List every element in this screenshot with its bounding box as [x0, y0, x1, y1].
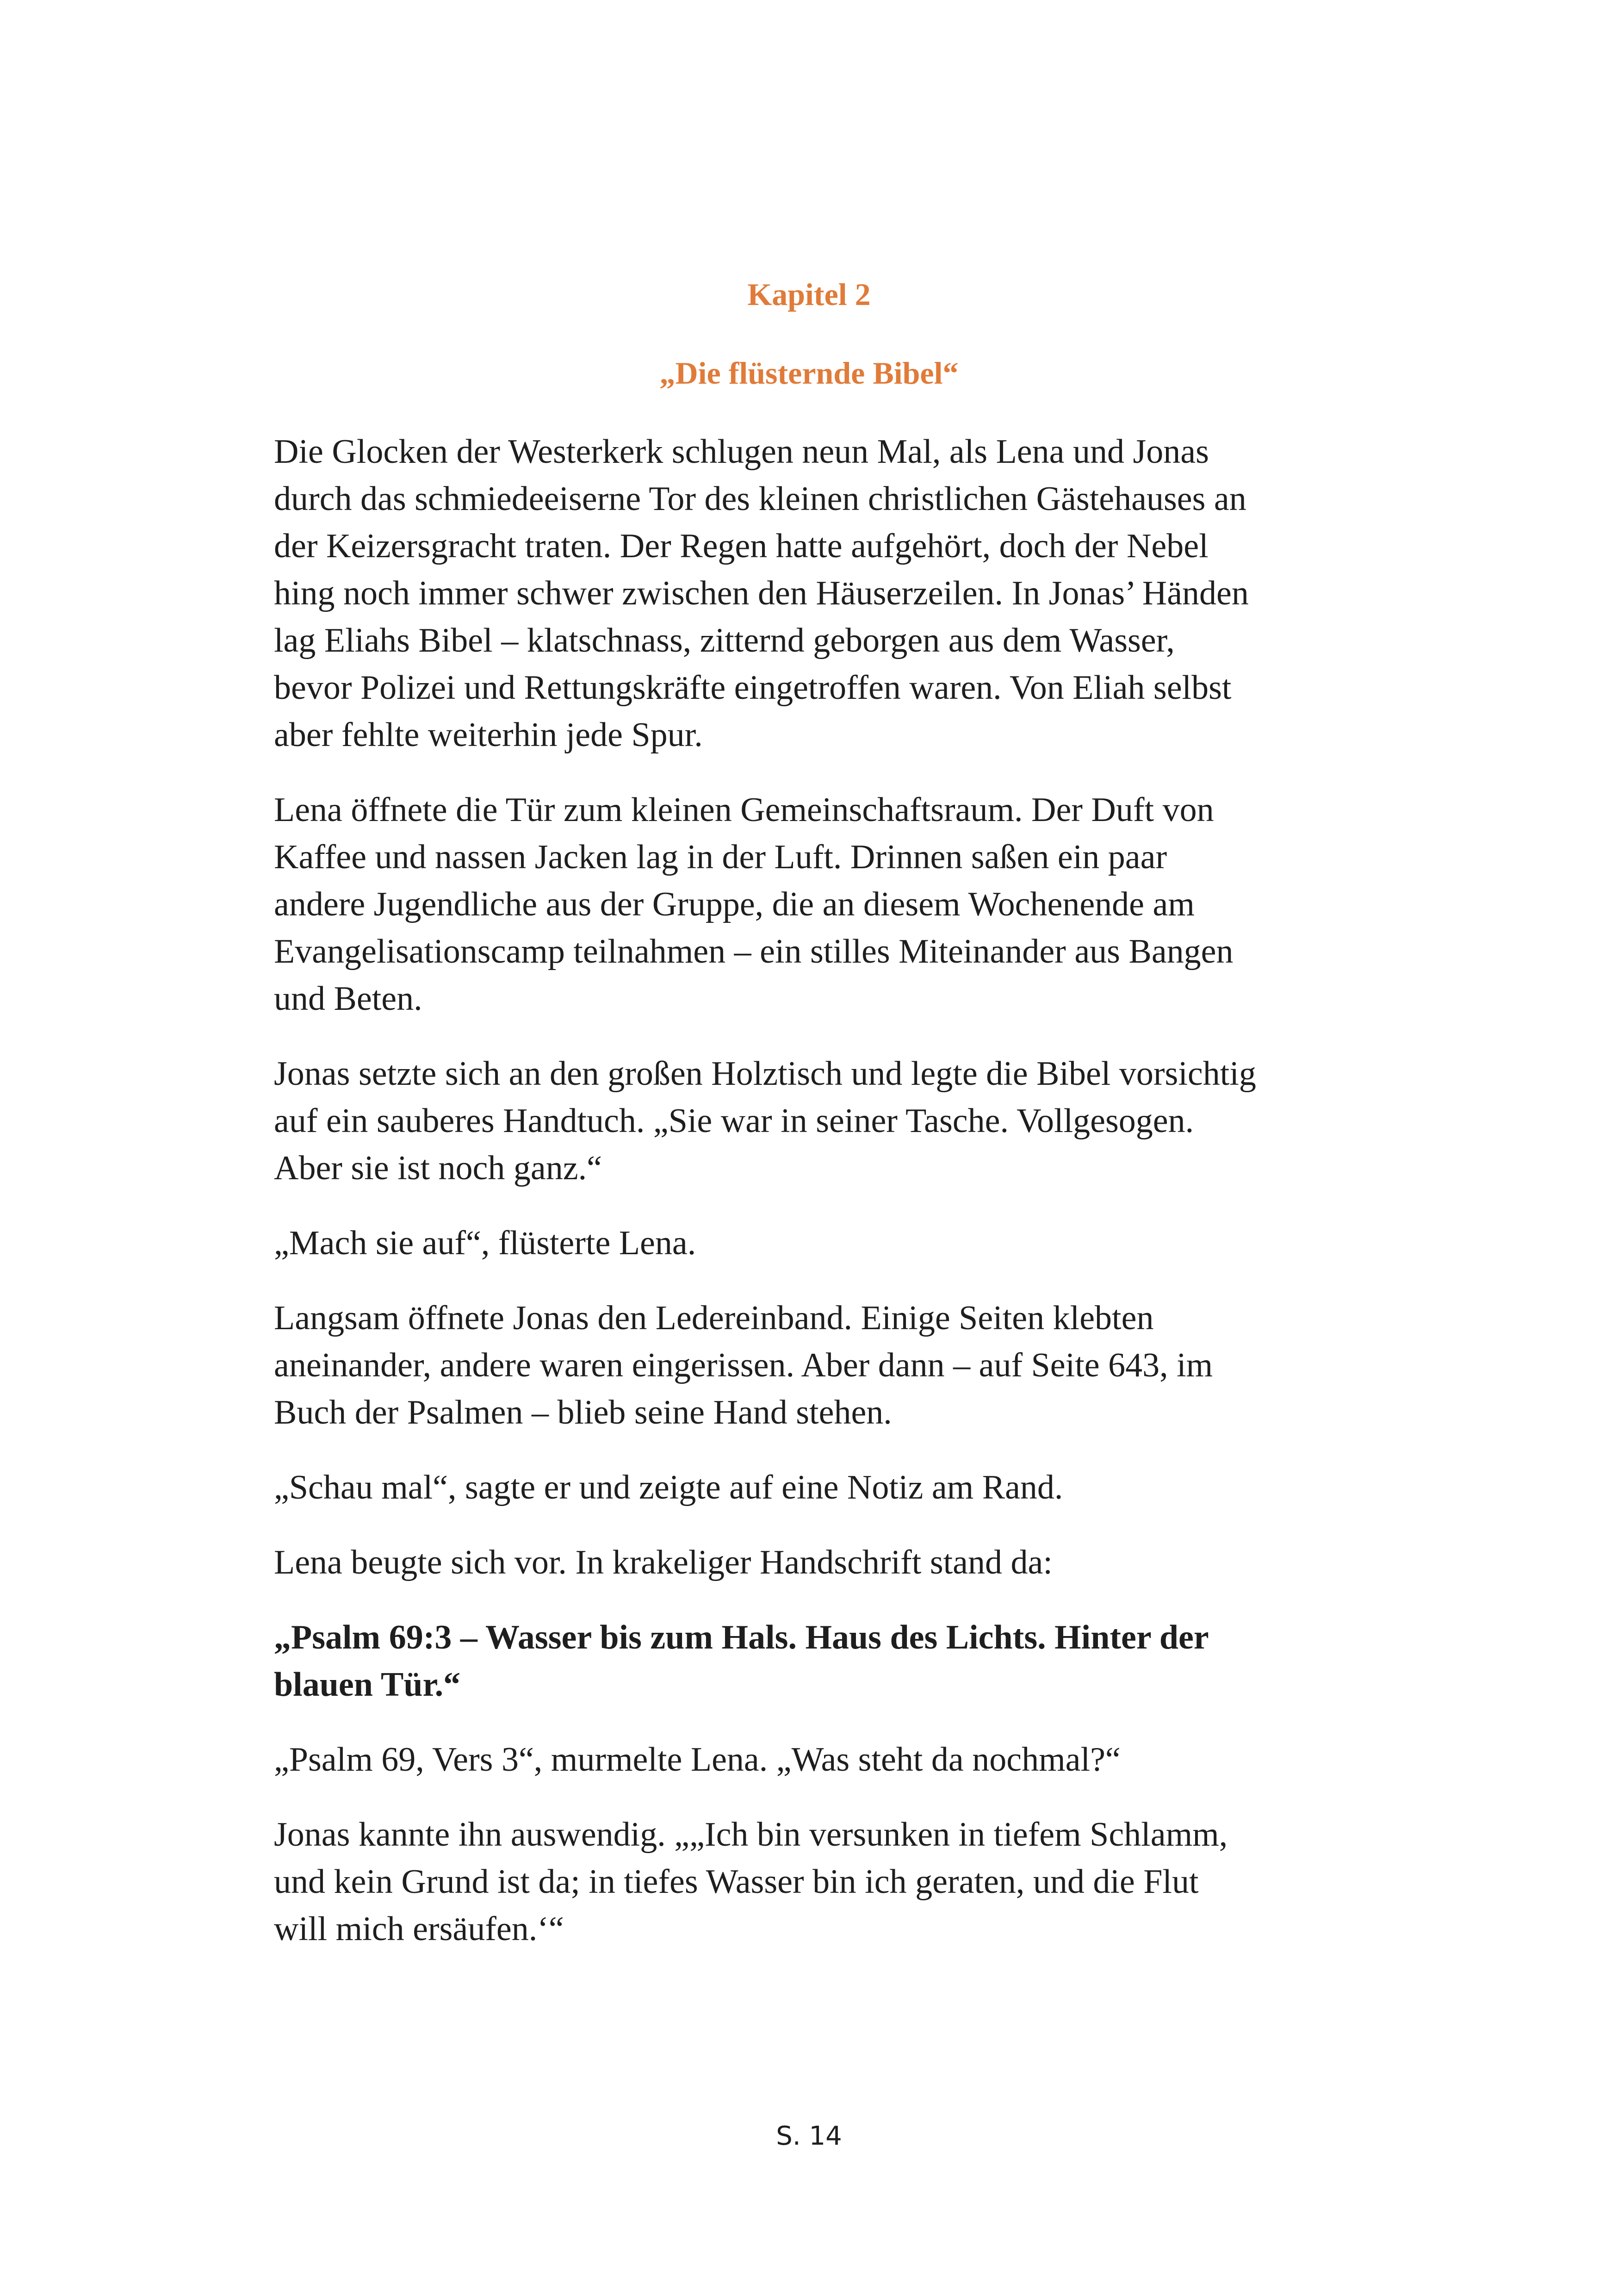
text-line: lag Eliahs Bibel – klatschnass, zitternd geborgen aus dem Wasser,: [274, 622, 1175, 660]
page-number: S. 14: [776, 2121, 842, 2151]
text-line: Aber sie ist noch ganz.“: [274, 1149, 602, 1187]
text-line: Langsam öffnete Jonas den Ledereinband. Einige Seiten klebten: [274, 1299, 1154, 1337]
text-line: Jonas setzte sich an den großen Holztisch und legte die Bibel vorsichtig: [274, 1055, 1256, 1093]
paragraph: [274, 1294, 1366, 1436]
paragraph: [274, 428, 1366, 759]
text-line: will mich ersäufen.‘“: [274, 1910, 564, 1948]
psalm-note: [274, 1614, 1366, 1708]
text-line: auf ein sauberes Handtuch. „Sie war in seiner Tasche. Vollgesogen.: [274, 1102, 1194, 1140]
paragraph: [274, 1736, 1366, 1783]
paragraph: [274, 1050, 1366, 1192]
chapter-label: Kapitel 2: [747, 277, 871, 312]
paragraph: [274, 1220, 1366, 1267]
chapter-title: „Die flüsternde Bibel“: [659, 355, 959, 391]
text-line: bevor Polizei und Rettungskräfte eingetroffen waren. Von Eliah selbst: [274, 669, 1232, 707]
text-line: hing noch immer schwer zwischen den Häuserzeilen. In Jonas’ Händen: [274, 574, 1249, 612]
text-line: blauen Tür.“: [274, 1666, 461, 1704]
text-line: andere Jugendliche aus der Gruppe, die an diesem Wochenende am: [274, 885, 1195, 923]
text-line: Die Glocken der Westerkerk schlugen neun Mal, als Lena und Jonas: [274, 433, 1209, 471]
chapter-body: [274, 428, 1366, 1980]
paragraph: [274, 786, 1366, 1022]
text-line: „Psalm 69:3 – Wasser bis zum Hals. Haus des Lichts. Hinter der: [274, 1618, 1209, 1656]
text-line: „Psalm 69, Vers 3“, murmelte Lena. „Was steht da nochmal?“: [274, 1741, 1121, 1779]
text-line: durch das schmiedeeiserne Tor des kleinen christlichen Gästehauses an: [274, 480, 1246, 518]
text-line: Buch der Psalmen – blieb seine Hand stehen.: [274, 1394, 892, 1431]
text-line: Lena beugte sich vor. In krakeliger Handschrift stand da:: [274, 1543, 1053, 1581]
text-line: der Keizersgracht traten. Der Regen hatte aufgehört, doch der Nebel: [274, 527, 1209, 565]
text-line: aber fehlte weiterhin jede Spur.: [274, 716, 703, 754]
text-line: und kein Grund ist da; in tiefes Wasser bin ich geraten, und die Flut: [274, 1863, 1199, 1901]
paragraph: [274, 1539, 1366, 1586]
text-line: Jonas kannte ihn auswendig. „„Ich bin versunken in tiefem Schlamm,: [274, 1816, 1228, 1854]
text-line: Kaffee und nassen Jacken lag in der Luft. Drinnen saßen ein paar: [274, 838, 1167, 876]
text-line: Lena öffnete die Tür zum kleinen Gemeinschaftsraum. Der Duft von: [274, 791, 1214, 829]
paragraph: [274, 1464, 1366, 1511]
paragraph: [274, 1811, 1366, 1953]
text-line: „Mach sie auf“, flüsterte Lena.: [274, 1224, 696, 1262]
text-line: Evangelisationscamp teilnahmen – ein stilles Miteinander aus Bangen: [274, 933, 1234, 971]
text-line: aneinander, andere waren eingerissen. Aber dann – auf Seite 643, im: [274, 1346, 1213, 1384]
text-line: „Schau mal“, sagte er und zeigte auf eine Notiz am Rand.: [274, 1468, 1063, 1506]
text-line: und Beten.: [274, 980, 422, 1018]
